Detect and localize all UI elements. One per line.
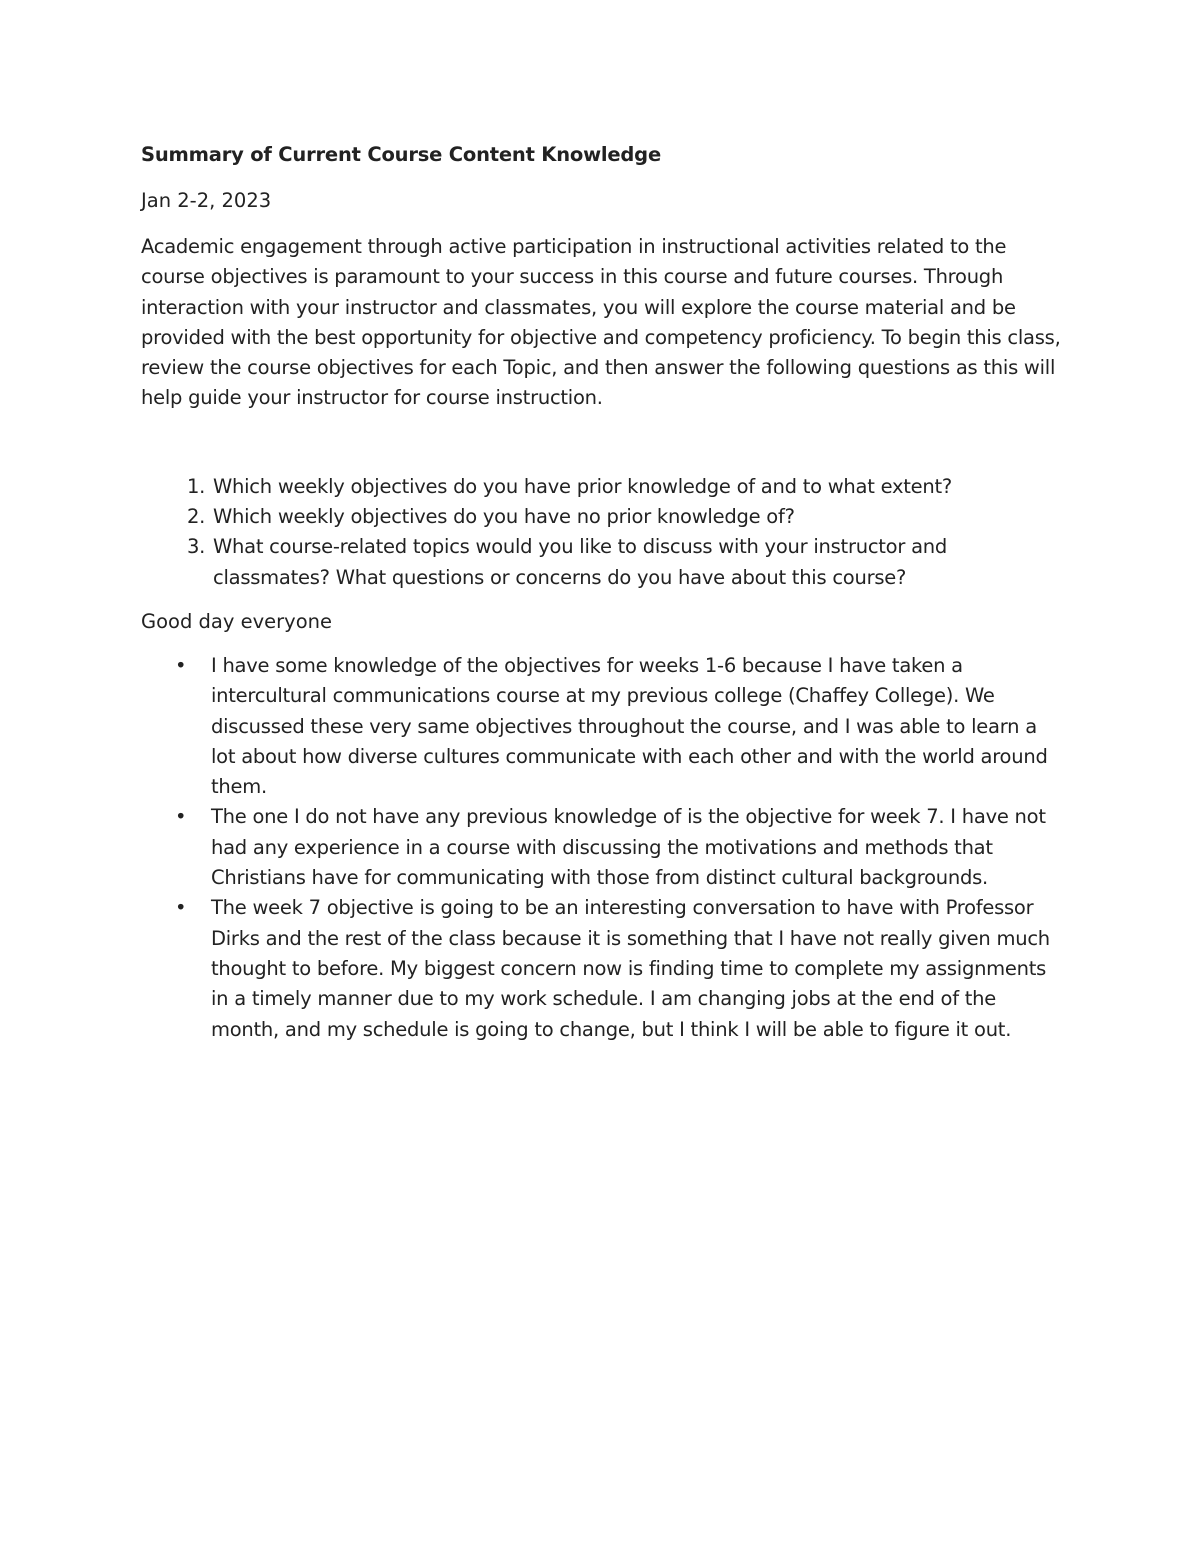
list-item [175,893,1061,1044]
bullet-icon: • [175,653,187,677]
bullet-icon: • [175,896,187,920]
bullet-icon: • [175,805,187,829]
list-item: 2. Which weekly objectives do you have no prior knowledge of? [211,502,1061,532]
document-date: Jan 2-2, 2023 [141,189,272,212]
list-item [175,802,1061,893]
answer-text: The week 7 objective is going to be an interesting conversation to have with Professor Dirks and the rest of the class because it is something that I have not really given much thought to before. My biggest concern now is finding time to complete my assignments in a timely manner due to my work schedule. I am changing jobs at the end of the month, and my schedule is going to change, but I think I will be able to figure it out. [211,896,1050,1041]
intro-paragraph: Academic engagement through active participation in instructional activities related to the course objectives is paramount to your success in this course and future courses. Through interaction with your instructor and classmates, you will explore the course material and be provided with the best opportunity for objective and competency proficiency. To begin this class, review the course objectives for each Topic, and then answer the following questions as this will help guide your instructor for course instruction. [141,235,1061,410]
document-title: Summary of Current Course Content Knowledge [141,143,661,166]
answer-text: The one I do not have any previous knowledge of is the objective for week 7. I have not had any experience in a course with discussing the motivations and methods that Christians have for communicating with those from distinct cultural backgrounds. [211,805,1046,890]
questions-list [141,472,1061,593]
list-item [175,651,1061,802]
answers-list [141,651,1061,1045]
list-item: 3. What course-related topics would you like to discuss with your instructor and classmates? What questions or concerns do you have about this course? [211,532,1061,593]
list-item: 1. Which weekly objectives do you have prior knowledge of and to what extent? [211,472,1061,502]
greeting-text: Good day everyone [141,609,332,633]
document-page [141,140,1061,1045]
answer-text: I have some knowledge of the objectives for weeks 1-6 because I have taken a intercultural communications course at my previous college (Chaffey College). We discussed these very same objectives throughout the course, and I was able to learn a lot about how diverse cultures communicate with each other and with the world around them. [211,653,1048,799]
